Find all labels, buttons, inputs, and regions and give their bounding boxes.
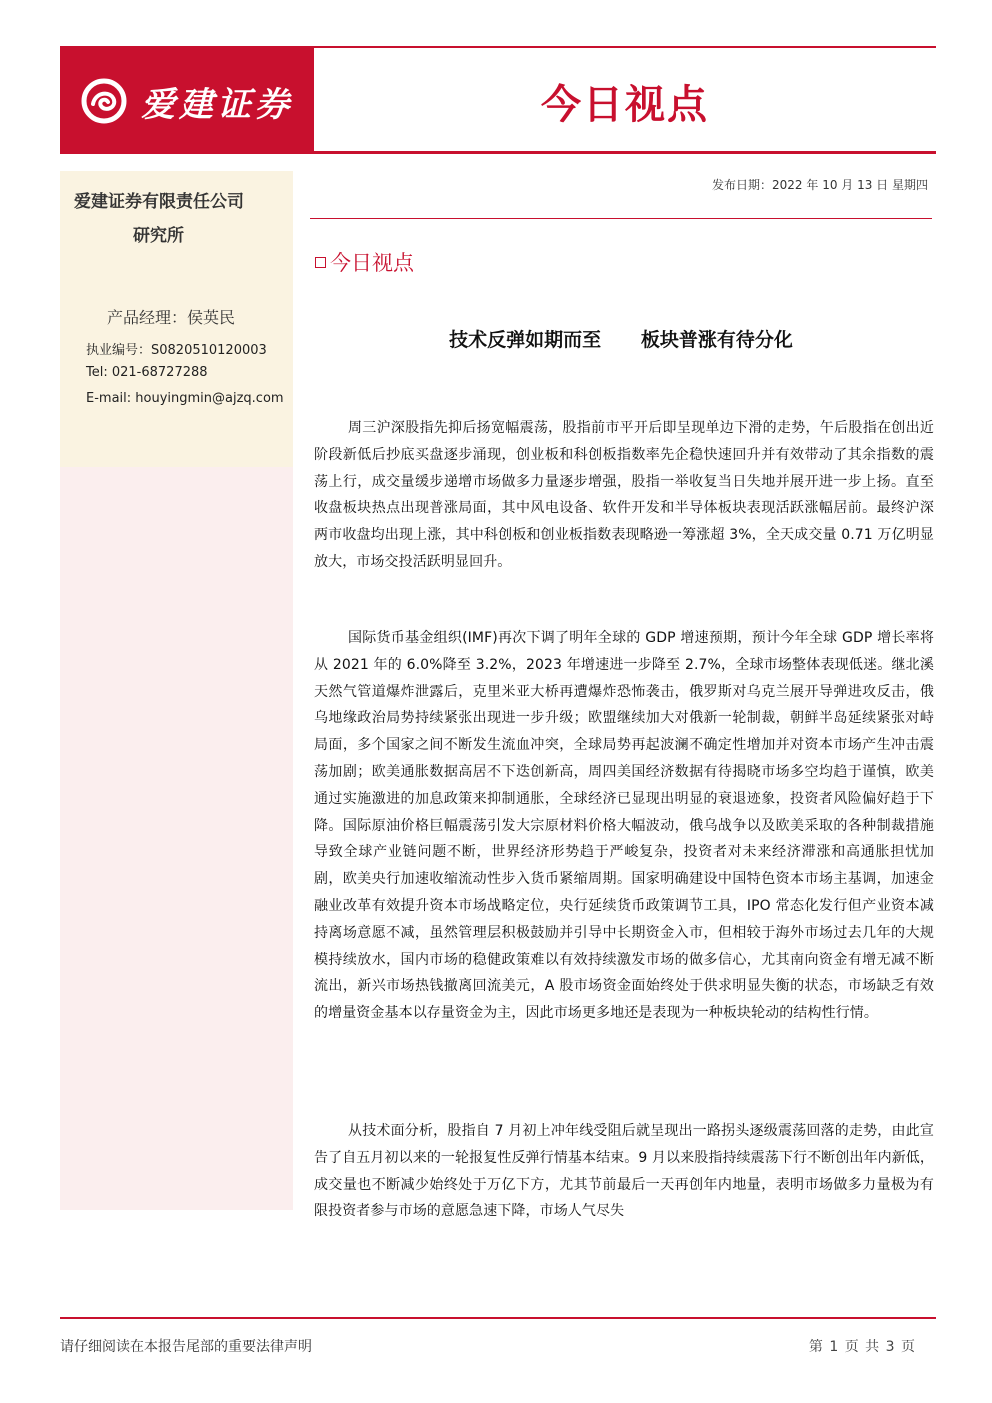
- date-divider: [310, 218, 932, 219]
- publish-date: 发布日期：2022 年 10 月 13 日 星期四: [712, 178, 928, 192]
- brand-logo: [60, 48, 314, 154]
- page-title: 今日视点: [541, 81, 709, 128]
- institute-name: 研究所: [133, 226, 184, 246]
- page-number: 第 1 页 共 3 页: [808, 1339, 916, 1355]
- author-sidebar: [60, 171, 293, 1210]
- email-address[interactable]: E-mail: houyingmin@ajzq.com: [86, 391, 284, 406]
- brand-logo-icon: [81, 78, 127, 124]
- paragraph-technical-analysis: 从技术面分析，股指自 7 月初上冲年线受阻后就呈现出一路拐头逐级震荡回落的走势，由此宣告了自五月初以来的一轮报复性反弹行情基本结束。9 月以来股指持续震荡下行不断创出年内新低，成交量也不断减少始终处于万亿下方，尤其节前最后一天再创年内地量，表明市场做多力量极为有限投资者参与市场的意愿急速下降，市场人气尽失: [314, 1123, 934, 1220]
- footer-rule: [60, 1317, 936, 1319]
- section-heading-label: 今日视点: [330, 251, 414, 275]
- author-info-panel: [60, 171, 293, 467]
- article-title: 技术反弹如期而至 板块普涨有待分化: [449, 329, 793, 351]
- section-heading: [315, 247, 414, 277]
- header-bottom-rule: [60, 151, 936, 154]
- paragraph-market-summary: 周三沪深股指先抑后扬宽幅震荡，股指前市平开后即呈现单边下滑的走势，午后股指在创出近阶段新低后抄底买盘逐步涌现，创业板和科创板指数率先企稳快速回升并有效带动了其余指数的震荡上行，成交量缓步递增市场做多力量逐步增强，股指一举收复当日失地并展开进一步上扬。直至收盘板块热点出现普涨局面，其中风电设备、软件开发和半导体板块表现活跃涨幅居前。最终沪深两市收盘均出现上涨，其中科创板和创业板指数表现略逊一筹涨超 3%，全天成交量 0.71 万亿明显放大，市场交投活跃明显回升。: [314, 420, 934, 570]
- brand-logo-text: 爱建证券: [141, 84, 293, 125]
- checkbox-square-icon: [315, 257, 326, 268]
- legal-disclaimer-note: 请仔细阅读在本报告尾部的重要法律声明: [60, 1339, 312, 1355]
- company-name: 爱建证券有限责任公司: [74, 192, 244, 212]
- product-manager: 产品经理：侯英民: [107, 308, 236, 327]
- paragraph-macro-analysis: 国际货币基金组织(IMF)再次下调了明年全球的 GDP 增速预期，预计今年全球 GDP 增长率将从 2021 年的 6.0%降至 3.2%，2023 年增速进一步降至 2.7%，全球市场整体表现低迷。继北溪天然气管道爆炸泄露后，克里米亚大桥再遭爆炸恐怖袭击，俄罗斯对乌克兰展开导弹进攻反击，俄乌地缘政治局势持续紧张出现进一步升级；欧盟继续加大对俄新一轮制裁，朝鲜半岛延续紧张对峙局面，多个国家之间不断发生流血冲突，全球局势再起波澜不确定性增加并对资本市场产生冲击震荡加剧；欧美通胀数据高居不下迭创新高，周四美国经济数据有待揭晓市场多空均趋于谨慎，欧美通过实施激进的加息政策来抑制通胀，全球经济已显现出明显的衰退迹象，投资者风险偏好趋于下降。国际原油价格巨幅震荡引发大宗原材料价格大幅波动，俄乌战争以及欧美采取的各种制裁措施导致全球产业链问题不断，世界经济形势趋于严峻复杂，投资者对未来经济滞涨和高通胀担忧加剧，欧美央行加速收缩流动性步入货币紧缩周期。国家明确建设中国特色资本市场主基调，加速金融业改革有效提升资本市场战略定位，央行延续货币政策调节工具，IPO 常态化发行但产业资本减持离场意愿不减，虽然管理层积极鼓励并引导中长期资金入市，但相较于海外市场过去几年的大规模持续放水，国内市场的稳健政策难以有效持续激发市场的做多信心，尤其南向资金有增无减不断流出，新兴市场热钱撤离回流美元，A 股市场资金面始终处于供求明显失衡的状态，市场缺乏有效的增量资金基本以存量资金为主，因此市场更多地还是表现为一种板块轮动的结构性行情。: [314, 630, 934, 1022]
- license-number: 执业编号：S0820510120003: [86, 343, 267, 358]
- telephone: Tel: 021-68727288: [86, 365, 208, 380]
